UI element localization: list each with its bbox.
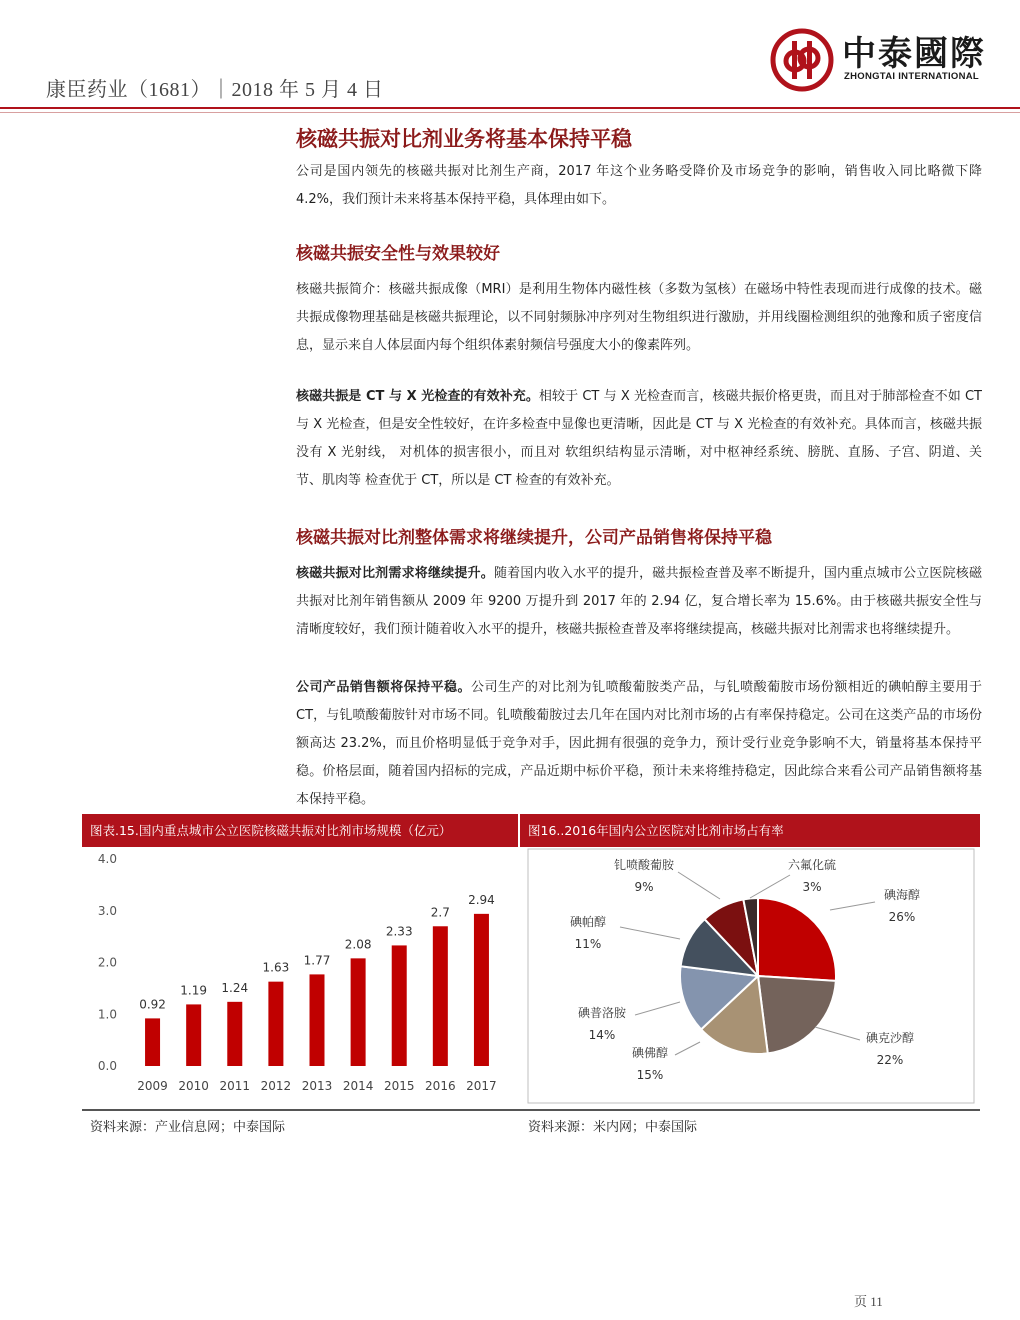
bar (351, 958, 366, 1066)
bar (227, 1002, 242, 1066)
slice-name-label: 碘帕醇 (569, 915, 607, 929)
bar-value-label: 1.63 (262, 960, 290, 975)
slice-name-label: 碘克沙醇 (865, 1031, 915, 1045)
x-tick-label: 2015 (383, 1079, 415, 1093)
y-tick-label: 1.0 (97, 1007, 117, 1022)
company-logo-icon (770, 28, 834, 92)
slice-value-label: 26% (888, 910, 916, 924)
intro-paragraph: 公司是国内领先的核磁共振对比剂生产商，2017 年这个业务略受降价及市场竞争的影响，销售收入同比略微下降 4.2%，我们预计未来将基本保持平稳，具体理由如下。 (296, 164, 982, 207)
sales-paragraph (296, 674, 982, 814)
bar-value-label: 1.19 (180, 983, 208, 998)
slice-name-label: 碘佛醇 (631, 1046, 669, 1060)
demand-paragraph (296, 560, 982, 644)
bar-value-label: 1.24 (221, 980, 249, 995)
bar-value-label: 1.77 (303, 953, 331, 968)
paragraph-body: 公司生产的对比剂为钆喷酸葡胺类产品，与钆喷酸葡胺市场份额相近的碘帕醇主要用于 CT，与钆喷酸葡胺针对市场不同。钆喷酸葡胺过去几年在国内对比剂市场的占有率保持稳定。公司在这类产品的市场份额高达 23.2%，而且价格明显低于竞争对手，因此拥有很强的竞争力，预计受行业竞争影响不大，销量将基本保持平稳。价格层面，随着国内招标的完成，产品近期中标价平稳，预计未来将维持稳定，因此综合来看公司产品销售额将基本保持平稳。 (296, 680, 982, 807)
bar-value-label: 2.94 (468, 892, 495, 907)
bar (145, 1018, 160, 1066)
y-tick-label: 4.0 (97, 852, 117, 866)
slice-name-label: 钆喷酸葡胺 (613, 858, 675, 872)
figure-15-source: 资料来源：产业信息网；中泰国际 (90, 1120, 286, 1135)
figure-16-source: 资料来源：米内网；中泰国际 (528, 1120, 698, 1135)
header-divider (0, 107, 1020, 109)
subsection-title-1: 核磁共振安全性与效果较好 (296, 244, 500, 264)
mri-intro-paragraph: 核磁共振简介：核磁共振成像（MRI）是利用生物体内磁性核（多数为氢核）在磁场中特性表现而进行成像的技术。磁共振成像物理基础是核磁共振理论，以不同射频脉冲序列对生物组织进行激励，并用线圈检测组织的弛豫和质子密度信息，显示来自人体层面内每个组织体素射频信号强度大小的像素阵列。 (296, 282, 982, 353)
page-number: 页 11 (854, 1294, 883, 1309)
bold-lead: 公司产品销售额将保持平稳。 (296, 680, 471, 695)
figure-16-title: 图16..2016年国内公立医院对比剂市场占有率 (520, 814, 980, 847)
bar (392, 945, 407, 1066)
paragraph-body: 相较于 CT 与 X 光检查而言，核磁共振价格更贵，而且对于肺部检查不如 CT 与 X 光检查，但是安全性较好，在许多检查中显像也更清晰，因此是 CT 与 X 光检查的有效补充。具体而言，核磁共振没有 X 光射线， 对机体的损害很小，而且对 软组织结构显示清晰，对中枢神经系统、膀胱、直肠、子宫、阴道、关节、肌肉等 检查优于 CT，所以是 CT 检查的有效补充。 (296, 389, 982, 488)
bar-chart (82, 847, 518, 1105)
slice-value-label: 15% (636, 1068, 664, 1082)
x-tick-label: 2012 (260, 1079, 292, 1093)
slice-value-label: 9% (634, 880, 654, 894)
bar (433, 926, 448, 1066)
mri-supplement-paragraph (296, 383, 982, 495)
slice-value-label: 14% (588, 1028, 616, 1042)
logo-text: 中泰國際 (842, 34, 986, 74)
slice-name-label: 碘普洛胺 (577, 1006, 627, 1020)
y-tick-label: 0.0 (97, 1059, 117, 1073)
x-tick-label: 2017 (466, 1079, 497, 1093)
logo-subtext: ZHONGTAI INTERNATIONAL (844, 71, 980, 82)
figure-bottom-divider (82, 1109, 980, 1111)
bar-chart-svg (82, 847, 518, 1105)
pie-chart (520, 847, 980, 1107)
x-tick-label: 2011 (219, 1079, 251, 1093)
bold-lead: 核磁共振是 CT 与 X 光检查的有效补充。 (296, 389, 539, 404)
header-divider-thin (0, 112, 1020, 113)
x-tick-label: 2016 (425, 1079, 456, 1093)
slice-value-label: 11% (574, 937, 602, 951)
bar (474, 914, 489, 1066)
x-tick-label: 2014 (342, 1079, 374, 1093)
bar-value-label: 2.7 (430, 905, 450, 920)
bar-value-label: 2.33 (385, 924, 413, 939)
slice-name-label: 碘海醇 (883, 888, 921, 902)
slice-value-label: 22% (876, 1053, 904, 1067)
slice-value-label: 3% (802, 880, 822, 894)
slice-name-label: 六氟化硫 (787, 858, 837, 872)
x-tick-label: 2009 (137, 1079, 168, 1093)
paragraph-body: 随着国内收入水平的提升，磁共振检查普及率不断提升，国内重点城市公立医院核磁共振对比剂年销售额从 2009 年 9200 万提升到 2017 年的 2.94 亿，复合增长率为 15.6%。由于核磁共振安全性与清晰度较好，我们预计随着收入水平的提升，核磁共振检查普及率将继续提高，核磁共振对比剂需求也将继续提升。 (296, 566, 982, 637)
x-tick-label: 2013 (301, 1079, 333, 1093)
subsection-title-2: 核磁共振对比剂整体需求将继续提升，公司产品销售将保持平稳 (296, 528, 772, 548)
figure-15-title: 图表.15.国内重点城市公立医院核磁共振对比剂市场规模（亿元） (82, 814, 518, 847)
header-title: 康臣药业（1681）｜2018 年 5 月 4 日 (46, 79, 384, 101)
bar (186, 1004, 201, 1066)
bar-value-label: 2.08 (344, 937, 372, 952)
y-tick-label: 2.0 (97, 955, 117, 970)
x-tick-label: 2010 (178, 1079, 209, 1093)
pie-chart-svg (520, 847, 980, 1107)
bar (310, 974, 325, 1066)
section-title: 核磁共振对比剂业务将基本保持平稳 (296, 127, 632, 151)
y-tick-label: 3.0 (97, 903, 117, 918)
bar (268, 982, 283, 1066)
bar-value-label: 0.92 (139, 997, 166, 1012)
bold-lead: 核磁共振对比剂需求将继续提升。 (296, 566, 494, 581)
